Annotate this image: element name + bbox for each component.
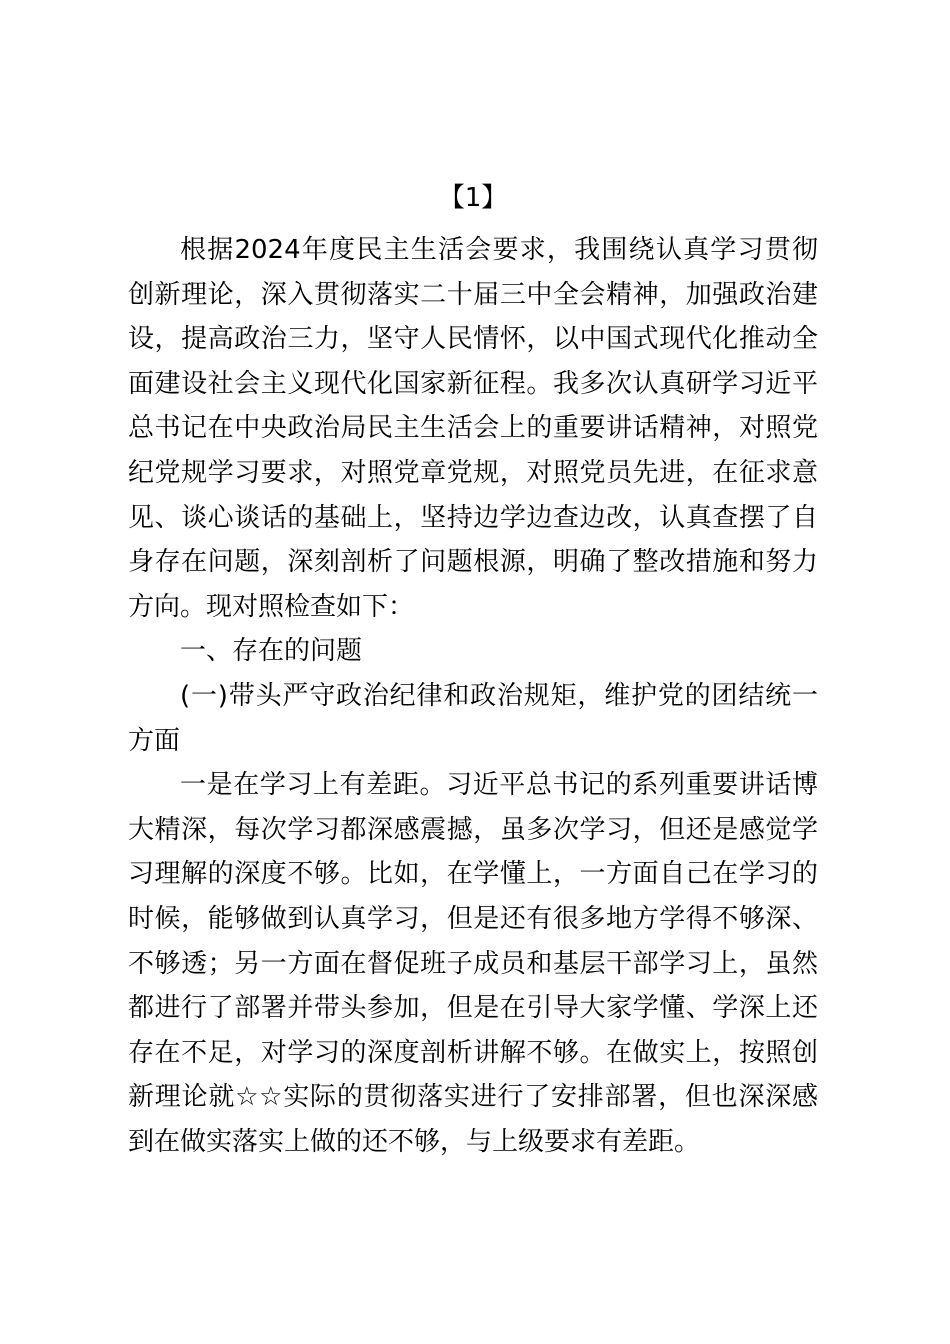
document-title: 【1】 xyxy=(438,183,508,213)
section-heading: 一、存在的问题 xyxy=(180,636,363,667)
subsection-heading: (一)带头严守政治纪律和政治规矩，维护党的团结统一方面 xyxy=(128,680,818,756)
intro-paragraph: 根据2024年度民主生活会要求，我围绕认真学习贯彻创新理论，深入贯彻落实二十届三中全会精神，加强政治建设，提高政治三力，坚守人民情怀，以中国式现代化推动全面建设社会主义现代化国家新征程。我多次认真研学习近平总书记在中央政治局民主生活会上的重要讲话精神，对照党纪党规学习要求，对照党章党规，对照党员先进，在征求意见、谈心谈话的基础上，坚持边学边查边改，认真查摆了自身存在问题，深刻剖析了问题根源，明确了整改措施和努力方向。现对照检查如下： xyxy=(128,235,818,622)
body-paragraph: 一是在学习上有差距。习近平总书记的系列重要讲话博大精深，每次学习都深感震撼，虽多次学习，但还是感觉学习理解的深度不够。比如，在学懂上，一方面自己在学习的时候，能够做到认真学习，但是还有很多地方学得不够深、不够透；另一方面在督促班子成员和基层干部学习上，虽然都进行了部署并带头参加，但是在引导大家学懂、学深上还存在不足，对学习的深度剖析讲解不够。在做实上，按照创新理论就☆☆实际的贯彻落实进行了安排部署，但也深深感到在做实落实上做的还不够，与上级要求有差距。 xyxy=(128,770,818,1157)
document-page xyxy=(128,176,818,1164)
